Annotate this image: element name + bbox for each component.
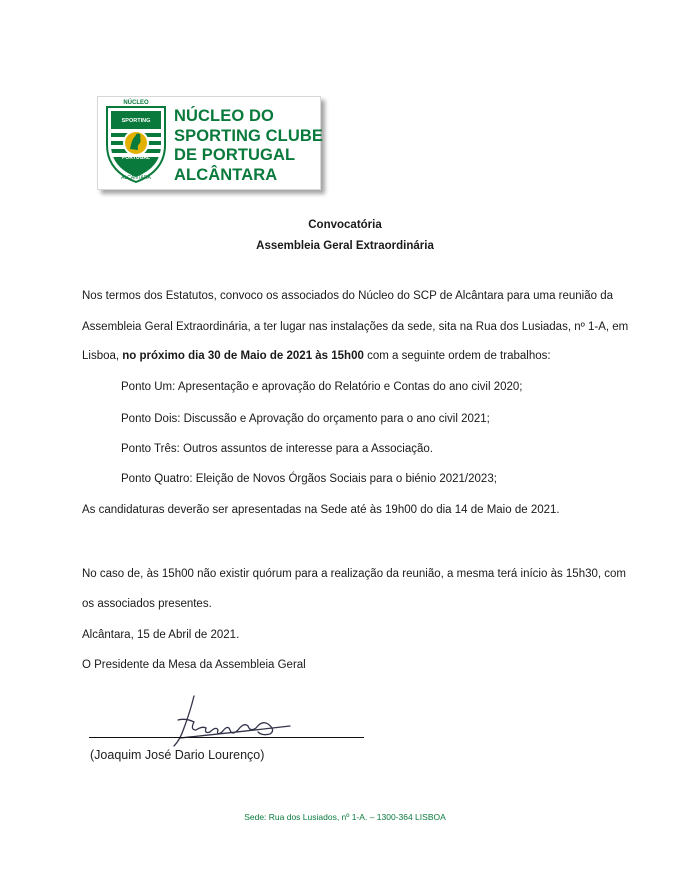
- signatory-name: (Joaquim José Dario Lourenço): [90, 748, 265, 762]
- paragraph-line: [82, 350, 551, 362]
- logo-title: [174, 107, 323, 185]
- badge-middle-text: SPORTING: [121, 118, 151, 124]
- paragraph-text: com a seguinte ordem de trabalhos:: [363, 350, 551, 362]
- agenda-item: Ponto Três: Outros assuntos de interesse para a Associação.: [121, 443, 433, 455]
- badge-bottom-text: ALCÂNTARA: [121, 175, 151, 181]
- paragraph-line: Assembleia Geral Extraordinária, a ter lugar nas instalações da sede, sita na Rua dos Lusiadas, nº 1-A, em: [82, 321, 629, 333]
- club-logo: [97, 96, 321, 190]
- agenda-item: Ponto Quatro: Eleição de Novos Órgãos Sociais para o biénio 2021/2023;: [121, 473, 497, 485]
- paragraph-line: Nos termos dos Estatutos, convoco os associados do Núcleo do SCP de Alcântara para uma reunião da: [82, 290, 614, 302]
- logo-line: ALCÂNTARA: [174, 165, 278, 184]
- place-date: Alcântara, 15 de Abril de 2021.: [82, 629, 240, 641]
- meeting-date-emphasis: no próximo dia 30 de Maio de 2021 às 15h00: [122, 350, 364, 362]
- signature-line: [89, 737, 364, 738]
- document-title: Convocatória: [308, 219, 382, 231]
- logo-line: DE PORTUGAL: [174, 146, 296, 164]
- sporting-badge-icon: [104, 101, 168, 185]
- agenda-item: Ponto Um: Apresentação e aprovação do Relatório e Contas do ano civil 2020;: [121, 381, 523, 393]
- paragraph-text: Lisboa,: [82, 350, 123, 362]
- candidaturas-note: As candidaturas deverão ser apresentadas na Sede até às 19h00 do dia 14 de Maio de 2021.: [82, 504, 560, 516]
- footer-address: Sede: Rua dos Lusiados, nº 1-A. – 1300-364 LISBOA: [244, 812, 446, 822]
- signatory-role: O Presidente da Mesa da Assembleia Geral: [82, 659, 306, 671]
- quorum-note: No caso de, às 15h00 não existir quórum para a realização da reunião, a mesma terá início às 15h30, com: [82, 568, 627, 580]
- logo-line: NÚCLEO DO: [174, 107, 274, 125]
- badge-top-text: NÚCLEO: [123, 100, 149, 106]
- badge-lower-text: PORTUGAL: [121, 155, 151, 161]
- document-subtitle: Assembleia Geral Extraordinária: [256, 240, 434, 252]
- quorum-note: os associados presentes.: [82, 598, 212, 610]
- agenda-item: Ponto Dois: Discussão e Aprovação do orçamento para o ano civil 2021;: [121, 413, 490, 425]
- logo-line: SPORTING CLUBE: [174, 126, 323, 145]
